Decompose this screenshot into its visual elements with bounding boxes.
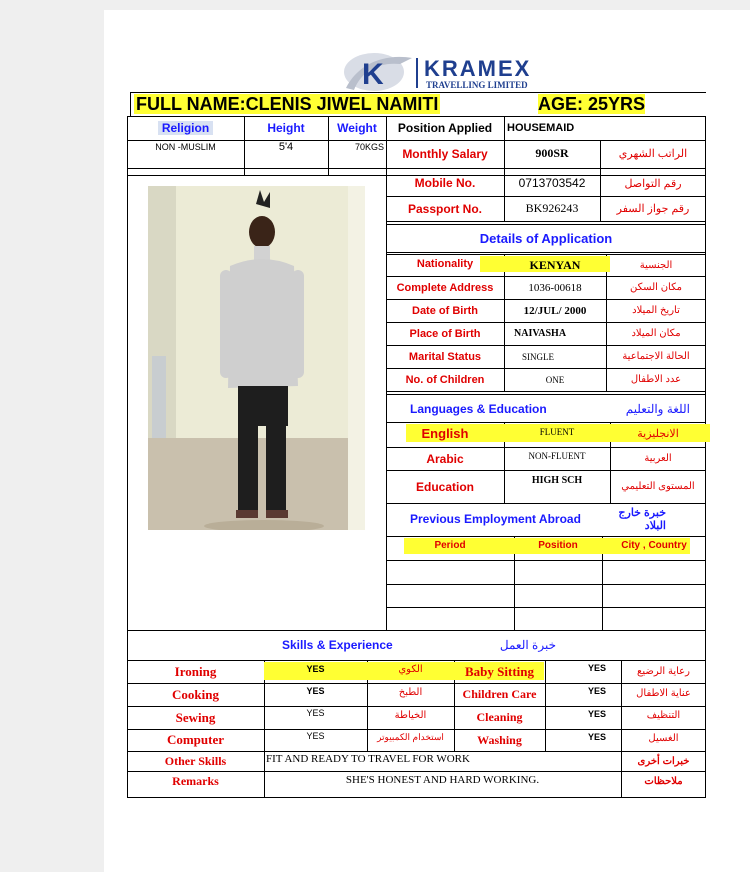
- skills-title-ar: خبرة العمل: [499, 638, 556, 652]
- detail-value-dob: 12/JUL/ 2000: [523, 304, 587, 317]
- lang-value-education: HIGH SCH: [531, 474, 583, 486]
- detail-label-nationality: Nationality: [416, 258, 474, 270]
- other-skills-label: Other Skills: [164, 753, 227, 768]
- remarks-label: Remarks: [172, 773, 219, 788]
- lang-label-english: English: [421, 425, 469, 441]
- full-name-value: CLENIS JIWEL NAMITI: [245, 94, 439, 114]
- height-value: 5'4: [278, 141, 294, 153]
- lang-value-english: FLUENT: [539, 427, 575, 437]
- detail-label-dob: Date of Birth: [412, 304, 478, 317]
- lang-ar-english: الانجليزية: [637, 427, 679, 440]
- skill-label-sewing: Sewing: [175, 709, 216, 725]
- skill-value-cooking: YES: [306, 686, 325, 696]
- detail-value-marital: SINGLE: [522, 351, 554, 362]
- info-label-mobile: Mobile No.: [414, 176, 476, 190]
- skill-ar-sewing: الخياطة: [394, 709, 427, 721]
- detail-ar-marital: الحالة الاجتماعية: [622, 351, 690, 362]
- skill-label-washing: Washing: [477, 732, 522, 747]
- age-label: AGE: [538, 94, 578, 114]
- employment-title: Previous Employment Abroad: [410, 512, 581, 526]
- full-name-label: FULL NAME:: [136, 94, 246, 114]
- skill-label-baby-sitting: Baby Sitting: [465, 663, 534, 679]
- languages-title-ar: اللغة والتعليم: [625, 402, 690, 416]
- detail-label-children: No. of Children: [405, 373, 485, 386]
- weight-label: Weight: [337, 121, 377, 135]
- detail-ar-pob: مكان الميلاد: [631, 328, 681, 339]
- employment-col-location: City , Country: [621, 539, 687, 551]
- skills-title: Skills & Experience: [282, 638, 393, 652]
- cv-page: [104, 10, 750, 872]
- skill-label-children-care: Children Care: [462, 687, 537, 701]
- details-title: Details of Application: [479, 230, 613, 246]
- info-ar-passport: رقم جواز السفر: [616, 203, 690, 215]
- lang-ar-education: المستوى التعليمي: [621, 481, 695, 492]
- skill-ar-children-care: عناية الاطفال: [636, 687, 691, 699]
- position-value: HOUSEMAID: [507, 122, 575, 134]
- svg-text:K: K: [362, 58, 384, 91]
- brand-subtitle: TRAVELLING LIMITED: [426, 80, 528, 90]
- skill-value-washing: YES: [588, 732, 607, 742]
- lang-ar-arabic: العربية: [644, 453, 672, 464]
- skill-ar-washing: الغسيل: [648, 732, 679, 744]
- religion-value: NON -MUSLIM: [155, 142, 216, 152]
- detail-value-children: ONE: [545, 374, 565, 385]
- detail-value-nationality: KENYAN: [529, 257, 581, 272]
- detail-value-pob: NAIVASHA: [514, 328, 567, 339]
- other-skills-ar: خبرات أخرى: [637, 755, 690, 767]
- info-value-mobile: 0713703542: [518, 176, 586, 190]
- detail-label-marital: Marital Status: [408, 350, 482, 363]
- detail-label-pob: Place of Birth: [409, 327, 481, 340]
- weight-value: 70KGS: [354, 142, 384, 152]
- detail-ar-children: عدد الاطفال: [630, 374, 682, 385]
- skill-label-computer: Computer: [166, 732, 225, 747]
- brand-name: KRAMEX: [424, 56, 532, 81]
- detail-ar-address: مكان السكن: [630, 282, 682, 293]
- age-value: : 25YRS: [577, 94, 646, 114]
- skill-ar-ironing: الكوي: [398, 663, 423, 675]
- skill-value-cleaning: YES: [588, 709, 607, 719]
- skill-value-computer: YES: [306, 731, 325, 741]
- info-value-monthly-salary: 900SR: [535, 145, 569, 160]
- languages-title: Languages & Education: [410, 402, 547, 416]
- skill-label-cleaning: Cleaning: [476, 710, 523, 724]
- lang-label-education: Education: [415, 479, 474, 494]
- detail-label-address: Complete Address: [396, 281, 494, 294]
- position-label: Position Applied: [397, 121, 493, 135]
- height-label: Height: [267, 121, 305, 135]
- applicant-photo: [148, 186, 365, 530]
- employment-col-position: Position: [538, 539, 578, 551]
- detail-ar-dob: تاريخ الميلاد: [632, 305, 680, 316]
- remarks-value: SHE'S HONEST AND HARD WORKING.: [345, 774, 540, 786]
- employment-col-period: Period: [434, 539, 466, 551]
- skill-ar-baby-sitting: رعاية الرضيع: [637, 666, 690, 677]
- other-skills-value: FIT AND READY TO TRAVEL FOR WORK: [266, 753, 470, 765]
- skill-label-ironing: Ironing: [174, 663, 217, 679]
- lang-value-arabic: NON-FLUENT: [528, 451, 586, 461]
- skill-value-children-care: YES: [588, 686, 607, 696]
- skill-label-cooking: Cooking: [172, 686, 219, 702]
- logo-mark-icon: [340, 50, 414, 92]
- lang-label-arabic: Arabic: [426, 451, 464, 466]
- skill-value-ironing: YES: [306, 664, 325, 674]
- info-ar-mobile: رقم التواصل: [624, 177, 682, 190]
- skill-ar-cooking: الطبخ: [398, 686, 423, 698]
- remarks-ar: ملاحظات: [644, 775, 683, 787]
- person-photo-icon: [148, 186, 365, 530]
- info-ar-monthly-salary: الراتب الشهري: [618, 147, 688, 160]
- info-value-passport: BK926243: [525, 201, 579, 215]
- skill-value-baby-sitting: YES: [588, 663, 607, 673]
- info-label-monthly-salary: Monthly Salary: [402, 147, 488, 161]
- religion-label: Religion: [158, 121, 213, 135]
- skill-value-sewing: YES: [306, 708, 325, 718]
- skill-ar-computer: استخدام الكمبيوتر: [377, 731, 444, 742]
- detail-value-address: 1036-00618: [528, 281, 582, 294]
- info-label-passport: Passport No.: [407, 201, 482, 216]
- company-logo: [340, 50, 540, 92]
- employment-title-ar: خبرة خارج البلاد: [618, 507, 666, 532]
- skill-ar-cleaning: التنظيف: [646, 709, 681, 721]
- detail-ar-nationality: الجنسية: [639, 259, 673, 271]
